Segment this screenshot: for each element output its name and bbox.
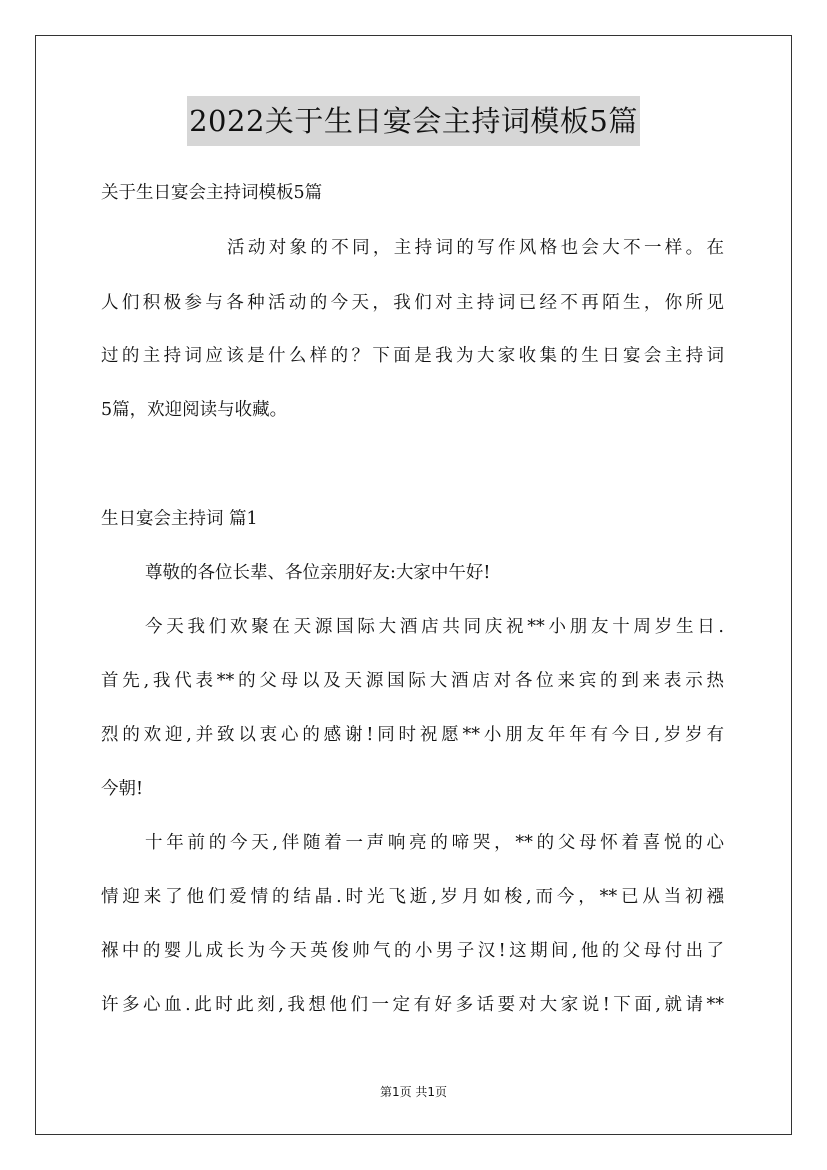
body-line-8: 褓中的婴儿成长为今天英俊帅气的小男子汉!这期间,他的父母付出了 — [101, 941, 724, 961]
body-line-1: 尊敬的各位长辈、各位亲朋好友:大家中午好! — [145, 563, 491, 583]
intro-line-1: 活动对象的不同，主持词的写作风格也会大不一样。在 — [227, 238, 724, 258]
intro-line-2: 人们积极参与各种活动的今天，我们对主持词已经不再陌生，你所见 — [101, 293, 724, 313]
section-heading: 生日宴会主持词 篇1 — [101, 509, 258, 529]
title-container — [0, 96, 827, 146]
body-line-6: 十年前的今天,伴随着一声响亮的啼哭，**的父母怀着喜悦的心 — [145, 833, 724, 853]
intro-line-3: 过的主持词应该是什么样的？下面是我为大家收集的生日宴会主持词 — [101, 346, 724, 366]
body-line-5: 今朝! — [101, 779, 144, 799]
document-title: 2022关于生日宴会主持词模板5篇 — [187, 96, 640, 146]
body-line-2: 今天我们欢聚在天源国际大酒店共同庆祝**小朋友十周岁生日. — [145, 617, 724, 637]
page-footer: 第1页 共1页 — [379, 1085, 448, 1099]
body-line-7: 情迎来了他们爱情的结晶.时光飞逝,岁月如梭,而今，**已从当初襁 — [101, 887, 724, 907]
document-subtitle: 关于生日宴会主持词模板5篇 — [101, 183, 323, 203]
body-line-9: 许多心血.此时此刻,我想他们一定有好多话要对大家说!下面,就请** — [101, 995, 724, 1015]
body-line-4: 烈的欢迎,并致以衷心的感谢!同时祝愿**小朋友年年有今日,岁岁有 — [101, 725, 724, 745]
intro-line-4: 5篇，欢迎阅读与收藏。 — [101, 400, 288, 420]
body-line-3: 首先,我代表**的父母以及天源国际大酒店对各位来宾的到来表示热 — [101, 671, 724, 691]
